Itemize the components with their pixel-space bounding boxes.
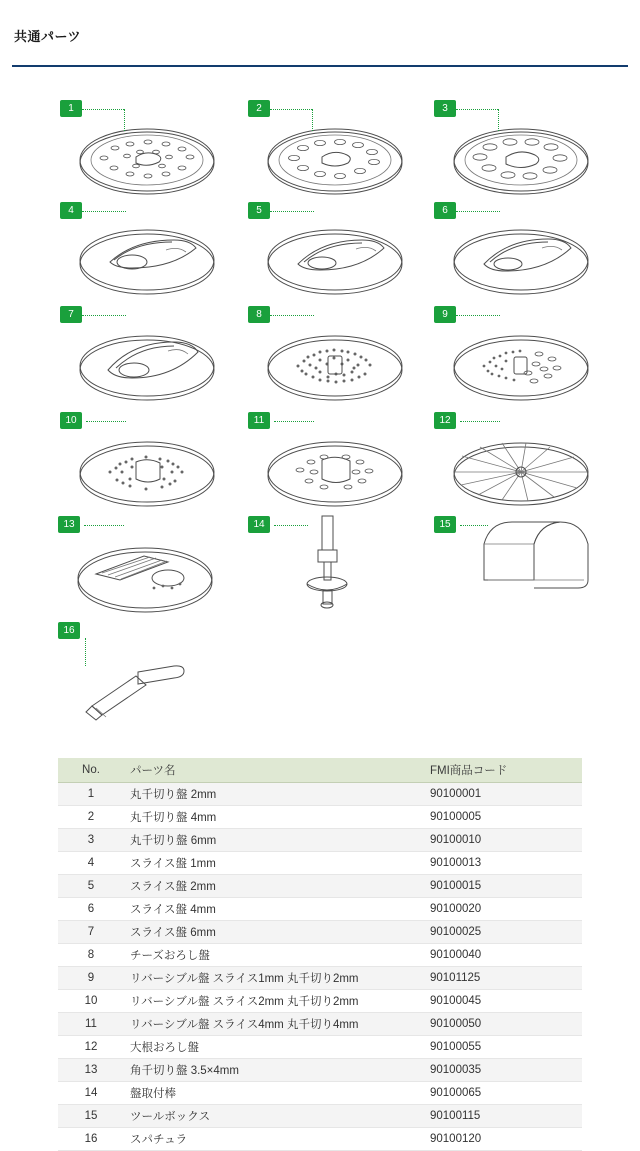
header-divider (12, 65, 628, 67)
cell-name: スパチュラ (124, 1128, 424, 1151)
cell-code: 90100010 (424, 829, 582, 852)
table-row (58, 1128, 582, 1151)
disc-art-10 (70, 432, 225, 508)
table-header-row (58, 758, 582, 783)
cell-code: 90100025 (424, 921, 582, 944)
cell-code: 90100005 (424, 806, 582, 829)
leader-line-7 (82, 315, 126, 316)
callout-badge-3: 3 (434, 100, 456, 117)
cell-no: 8 (58, 944, 124, 967)
cell-no: 2 (58, 806, 124, 829)
leader-line-4 (82, 211, 126, 212)
cell-name: ツールボックス (124, 1105, 424, 1128)
page-header (0, 0, 640, 53)
leader-line-15 (460, 525, 488, 526)
cell-no: 5 (58, 875, 124, 898)
callout-badge-12: 12 (434, 412, 456, 429)
cell-code: 90100115 (424, 1105, 582, 1128)
disc-art-5 (258, 222, 413, 298)
table-row (58, 1013, 582, 1036)
cell-no: 1 (58, 783, 124, 806)
cell-code: 90100015 (424, 875, 582, 898)
disc-art-6 (444, 222, 599, 298)
table-row (58, 783, 582, 806)
cell-name: リバーシブル盤 スライス1mm 丸千切り2mm (124, 967, 424, 990)
cell-name: スライス盤 1mm (124, 852, 424, 875)
leader-line-3b (498, 109, 499, 131)
cell-no: 16 (58, 1128, 124, 1151)
table-row (58, 852, 582, 875)
table-row (58, 1082, 582, 1105)
leader-line-6 (456, 211, 500, 212)
parts-table-head (58, 758, 582, 783)
table-row (58, 1105, 582, 1128)
callout-badge-5: 5 (248, 202, 270, 219)
cell-name: 大根おろし盤 (124, 1036, 424, 1059)
cell-code: 90101125 (424, 967, 582, 990)
cell-no: 3 (58, 829, 124, 852)
leader-line-5 (270, 211, 314, 212)
cell-name: 丸千切り盤 4mm (124, 806, 424, 829)
cell-name: 丸千切り盤 6mm (124, 829, 424, 852)
leader-line-11 (274, 421, 314, 422)
table-row (58, 921, 582, 944)
cell-name: スライス盤 6mm (124, 921, 424, 944)
leader-line-1 (82, 109, 124, 110)
disc-art-4 (70, 222, 225, 298)
cell-code: 90100120 (424, 1128, 582, 1151)
callout-badge-2: 2 (248, 100, 270, 117)
disc-art-12 (444, 438, 599, 508)
cell-name: リバーシブル盤 スライス4mm 丸千切り4mm (124, 1013, 424, 1036)
cell-no: 13 (58, 1059, 124, 1082)
leader-line-16 (85, 638, 86, 666)
disc-art-8 (258, 326, 413, 402)
toolbox-art-15 (470, 514, 590, 604)
cell-name: スライス盤 4mm (124, 898, 424, 921)
table-row (58, 806, 582, 829)
cell-name: スライス盤 2mm (124, 875, 424, 898)
cell-no: 14 (58, 1082, 124, 1105)
cell-no: 6 (58, 898, 124, 921)
table-row (58, 1059, 582, 1082)
callout-badge-8: 8 (248, 306, 270, 323)
table-row (58, 967, 582, 990)
leader-line-10 (86, 421, 126, 422)
table-row (58, 875, 582, 898)
leader-line-2b (312, 109, 313, 131)
cell-name: 丸千切り盤 2mm (124, 783, 424, 806)
column-header-code: FMI商品コード (424, 758, 582, 783)
callout-badge-1: 1 (60, 100, 82, 117)
cell-name: チーズおろし盤 (124, 944, 424, 967)
table-row (58, 990, 582, 1013)
table-row (58, 829, 582, 852)
leader-line-12 (460, 421, 500, 422)
leader-line-3 (456, 109, 498, 110)
disc-art-7 (70, 326, 225, 402)
cell-name: リバーシブル盤 スライス2mm 丸千切り2mm (124, 990, 424, 1013)
cell-code: 90100065 (424, 1082, 582, 1105)
parts-table-body (58, 783, 582, 1151)
disc-art-1 (70, 124, 225, 202)
callout-badge-16: 16 (58, 622, 80, 639)
cell-no: 11 (58, 1013, 124, 1036)
leader-line-14 (274, 525, 308, 526)
cell-no: 4 (58, 852, 124, 875)
cell-name: 角千切り盤 3.5×4mm (124, 1059, 424, 1082)
disc-art-13 (68, 538, 223, 616)
leader-line-1b (124, 109, 125, 131)
callout-badge-11: 11 (248, 412, 270, 429)
cell-code: 90100013 (424, 852, 582, 875)
callout-badge-6: 6 (434, 202, 456, 219)
cell-code: 90100045 (424, 990, 582, 1013)
spatula-art-16 (82, 664, 212, 724)
cell-no: 12 (58, 1036, 124, 1059)
callout-badge-7: 7 (60, 306, 82, 323)
disc-art-3 (444, 124, 599, 202)
leader-line-13 (84, 525, 124, 526)
leader-line-2 (270, 109, 312, 110)
cell-name: 盤取付棒 (124, 1082, 424, 1105)
disc-art-2 (258, 124, 413, 202)
parts-diagram (0, 78, 640, 718)
callout-badge-14: 14 (248, 516, 270, 533)
column-header-name: パーツ名 (124, 758, 424, 783)
cell-code: 90100055 (424, 1036, 582, 1059)
column-header-no: No. (58, 758, 124, 783)
callout-badge-10: 10 (60, 412, 82, 429)
cell-code: 90100001 (424, 783, 582, 806)
callout-badge-9: 9 (434, 306, 456, 323)
disc-art-9 (444, 326, 599, 402)
page-title: 共通パーツ (14, 29, 81, 44)
cell-code: 90100020 (424, 898, 582, 921)
callout-badge-15: 15 (434, 516, 456, 533)
callout-badge-4: 4 (60, 202, 82, 219)
cell-no: 10 (58, 990, 124, 1013)
table-row (58, 944, 582, 967)
parts-table-wrap (58, 758, 582, 1151)
cell-code: 90100035 (424, 1059, 582, 1082)
leader-line-9 (456, 315, 500, 316)
disc-art-11 (258, 432, 413, 508)
leader-line-8 (270, 315, 314, 316)
cell-code: 90100050 (424, 1013, 582, 1036)
table-row (58, 898, 582, 921)
cell-no: 15 (58, 1105, 124, 1128)
cell-no: 9 (58, 967, 124, 990)
table-row (58, 1036, 582, 1059)
cell-code: 90100040 (424, 944, 582, 967)
callout-badge-13: 13 (58, 516, 80, 533)
cell-no: 7 (58, 921, 124, 944)
parts-table (58, 758, 582, 1151)
